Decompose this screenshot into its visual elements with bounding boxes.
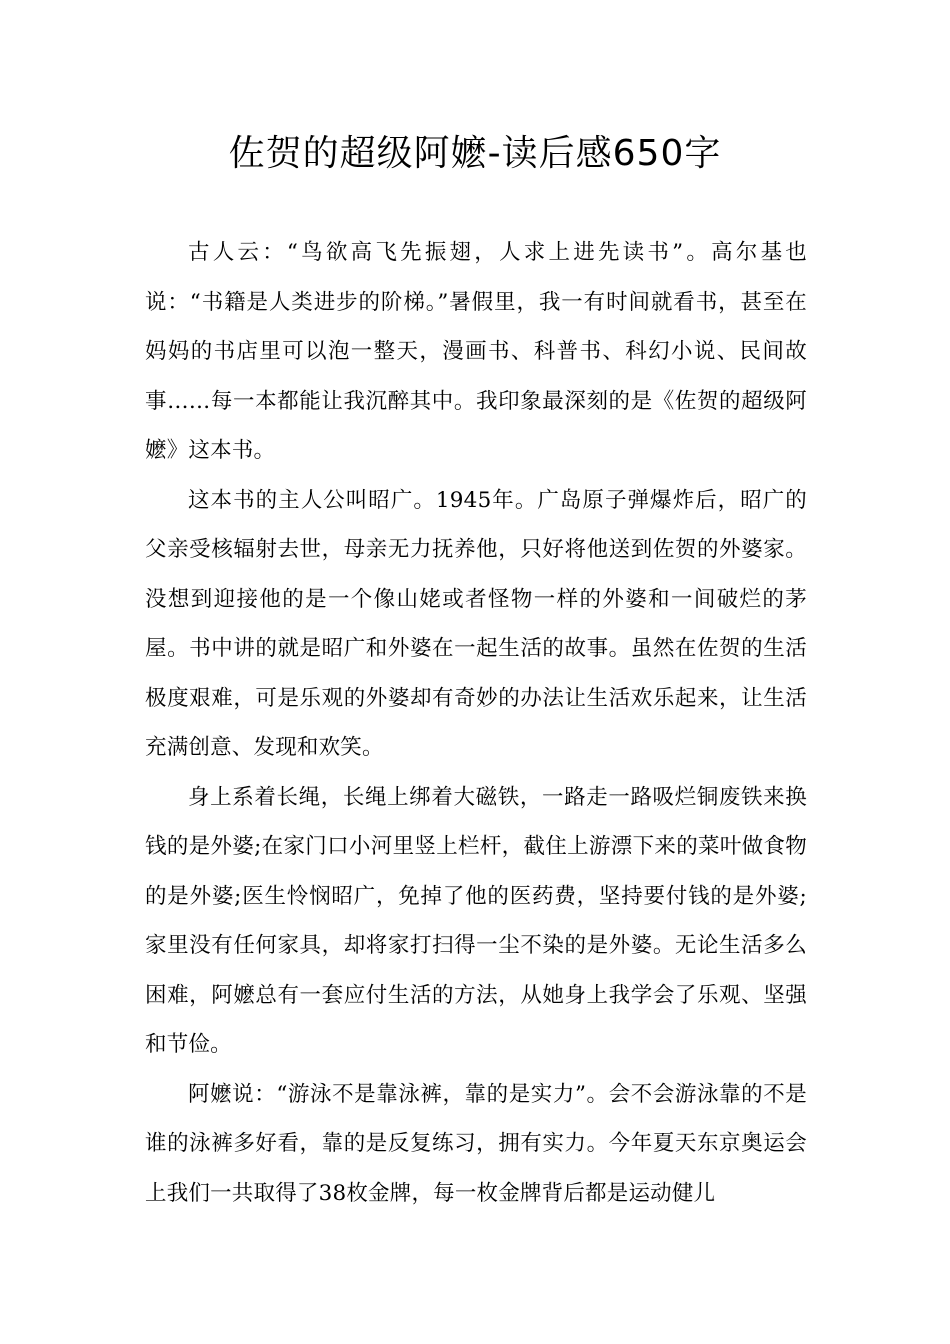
paragraph-2: 这本书的主人公叫昭广。1945年。广岛原子弹爆炸后，昭广的父亲受核辐射去世，母亲无力抚养他，只好将他送到佐贺的外婆家。没想到迎接他的是一个像山姥或者怪物一样的外婆和一间破烂的茅屋。书中讲的就是昭广和外婆在一起生活的故事。虽然在佐贺的生活极度艰难，可是乐观的外婆却有奇妙的办法让生活欢乐起来，让生活充满创意、发现和欢笑。 [145,487,807,760]
document-title: 佐贺的超级阿嬷-读后感650字 [228,133,722,174]
document-body [145,228,807,1218]
paragraph-4: 阿嬷说：“游泳不是靠泳裤，靠的是实力”。会不会游泳靠的不是谁的泳裤多好看，靠的是反复练习，拥有实力。今年夏天东京奥运会上我们一共取得了38枚金牌，每一枚金牌背后都是运动健儿 [145,1081,807,1206]
paragraph-1: 古人云：“鸟欲高飞先振翅，人求上进先读书”。高尔基也说：“书籍是人类进步的阶梯。”暑假里，我一有时间就看书，甚至在妈妈的书店里可以泡一整天，漫画书、科普书、科幻小说、民间故事……每一本都能让我沉醉其中。我印象最深刻的是《佐贺的超级阿嬷》这本书。 [145,240,807,463]
paragraph-3: 身上系着长绳，长绳上绑着大磁铁，一路走一路吸烂铜废铁来换钱的是外婆;在家门口小河里竖上栏杆，截住上游漂下来的菜叶做食物的是外婆;医生怜悯昭广，免掉了他的医药费，坚持要付钱的是外婆;家里没有任何家具，却将家打扫得一尘不染的是外婆。无论生活多么困难，阿嬷总有一套应付生活的方法，从她身上我学会了乐观、坚强和节俭。 [145,784,807,1057]
